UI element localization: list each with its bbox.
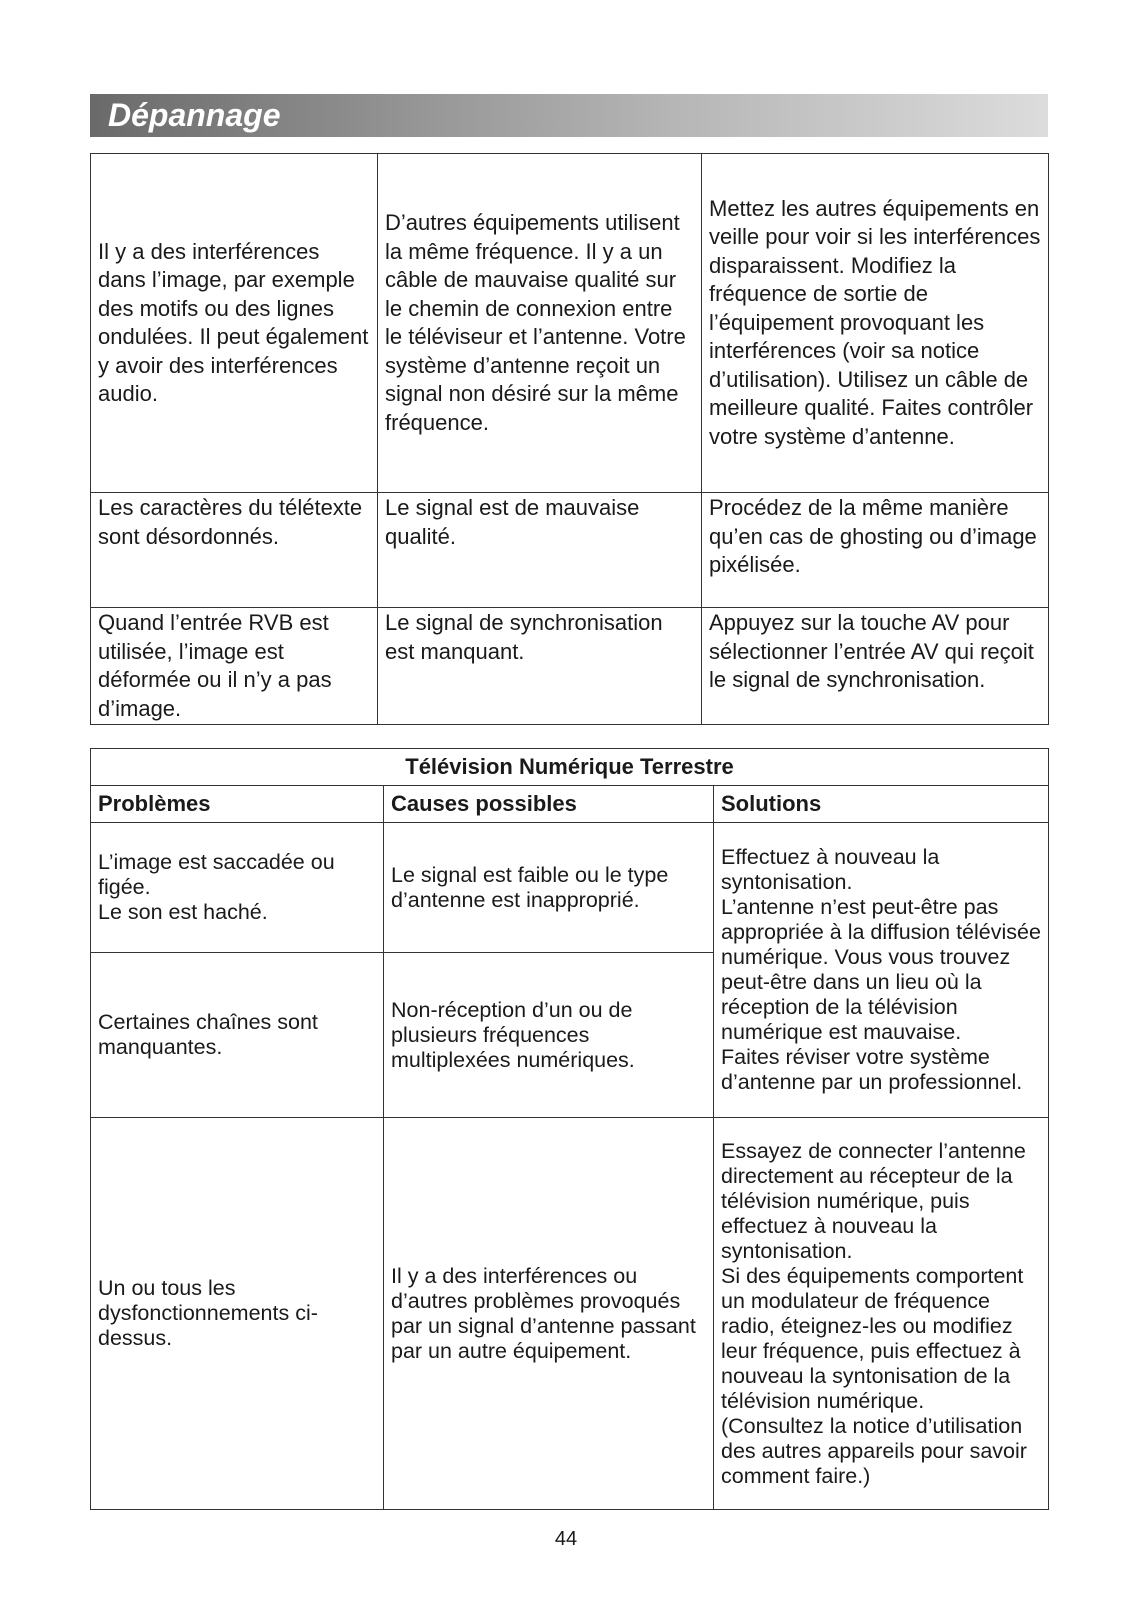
problem-cell: Il y a des interférences dans l’image, par exemple des motifs ou des lignes ondulées. Il peut également y avoir des interférences audio. (91, 154, 378, 493)
cause-cell: Le signal est faible ou le type d’antenne est inapproprié. (384, 823, 714, 953)
solution-line: Faites réviser votre système d’antenne par un professionnel. (721, 1045, 1023, 1094)
shared-solution-cell (714, 823, 1049, 1118)
column-header-solutions: Solutions (714, 786, 1049, 823)
section-title: Télévision Numérique Terrestre (91, 749, 1049, 786)
problem-line: L’image est saccadée ou figée. (98, 850, 335, 899)
solution-line: (Consultez la notice d’utilisation des autres appareils pour savoir comment faire.) (721, 1413, 1027, 1488)
problem-line: Le son est haché. (98, 900, 268, 924)
dtt-troubleshooting-table (90, 748, 1049, 1510)
column-header-causes: Causes possibles (384, 786, 714, 823)
column-header-problems: Problèmes (91, 786, 384, 823)
table-row (91, 608, 1049, 725)
cause-cell: Il y a des interférences ou d’autres problèmes provoqués par un signal d’antenne passant par un autre équipement. (384, 1118, 714, 1510)
solution-line: L’antenne n’est peut-être pas appropriée à la diffusion télévisée numérique. Vous vous trouvez peut-être dans un lieu où la réception de la télévision numérique est mauvaise. (721, 895, 1041, 1044)
solution-cell: Appuyez sur la touche AV pour sélectionner l’entrée AV qui reçoit le signal de synchronisation. (702, 608, 1049, 725)
problem-cell (91, 823, 384, 953)
table-row (91, 823, 1049, 953)
table-row (91, 493, 1049, 608)
solution-cell: Mettez les autres équipements en veille pour voir si les interférences disparaissent. Modifiez la fréquence de sortie de l’équipement provoquant les interférences (voir sa notice d’utilisation). Utilisez un câble de meilleure qualité. Faites contrôler votre système d’antenne. (702, 154, 1049, 493)
title-bar (90, 94, 1048, 137)
problem-line: Un ou tous les dysfonctionnements ci-dessus. (98, 1276, 318, 1350)
solution-cell (714, 1118, 1049, 1510)
table-row (91, 154, 1049, 493)
analog-troubleshooting-table (90, 153, 1049, 725)
problem-cell (91, 1118, 384, 1510)
page-title: Dépannage (108, 97, 281, 133)
problem-line: Certaines chaînes sont manquantes. (98, 1010, 318, 1059)
page-number: 44 (554, 1528, 578, 1550)
problem-cell (91, 953, 384, 1118)
cause-cell: D’autres équipements utilisent la même fréquence. Il y a un câble de mauvaise qualité sur le chemin de connexion entre le téléviseur et l’antenne. Votre système d’antenne reçoit un signal non désiré sur la même fréquence. (378, 154, 702, 493)
solution-line: Essayez de connecter l’antenne directement au récepteur de la télévision numérique, puis effectuez à nouveau la syntonisation. (721, 1138, 1026, 1263)
problem-cell: Les caractères du télétexte sont désordonnés. (91, 493, 378, 608)
solution-line: Si des équipements comportent un modulateur de fréquence radio, éteignez-les ou modifiez leur fréquence, puis effectuez à nouveau la syntonisation de la télévision numérique. (721, 1263, 1024, 1413)
solution-line: Effectuez à nouveau la syntonisation. (721, 845, 940, 894)
table-row (91, 1118, 1049, 1510)
problem-cell: Quand l’entrée RVB est utilisée, l’image est déformée ou il n’y a pas d’image. (91, 608, 378, 725)
column-header-row (91, 786, 1049, 823)
solution-cell: Procédez de la même manière qu’en cas de ghosting ou d’image pixélisée. (702, 493, 1049, 608)
section-header-row (91, 749, 1049, 786)
cause-cell: Le signal est de mauvaise qualité. (378, 493, 702, 608)
cause-cell: Non-réception d’un ou de plusieurs fréquences multiplexées numériques. (384, 953, 714, 1118)
cause-cell: Le signal de synchronisation est manquant. (378, 608, 702, 725)
